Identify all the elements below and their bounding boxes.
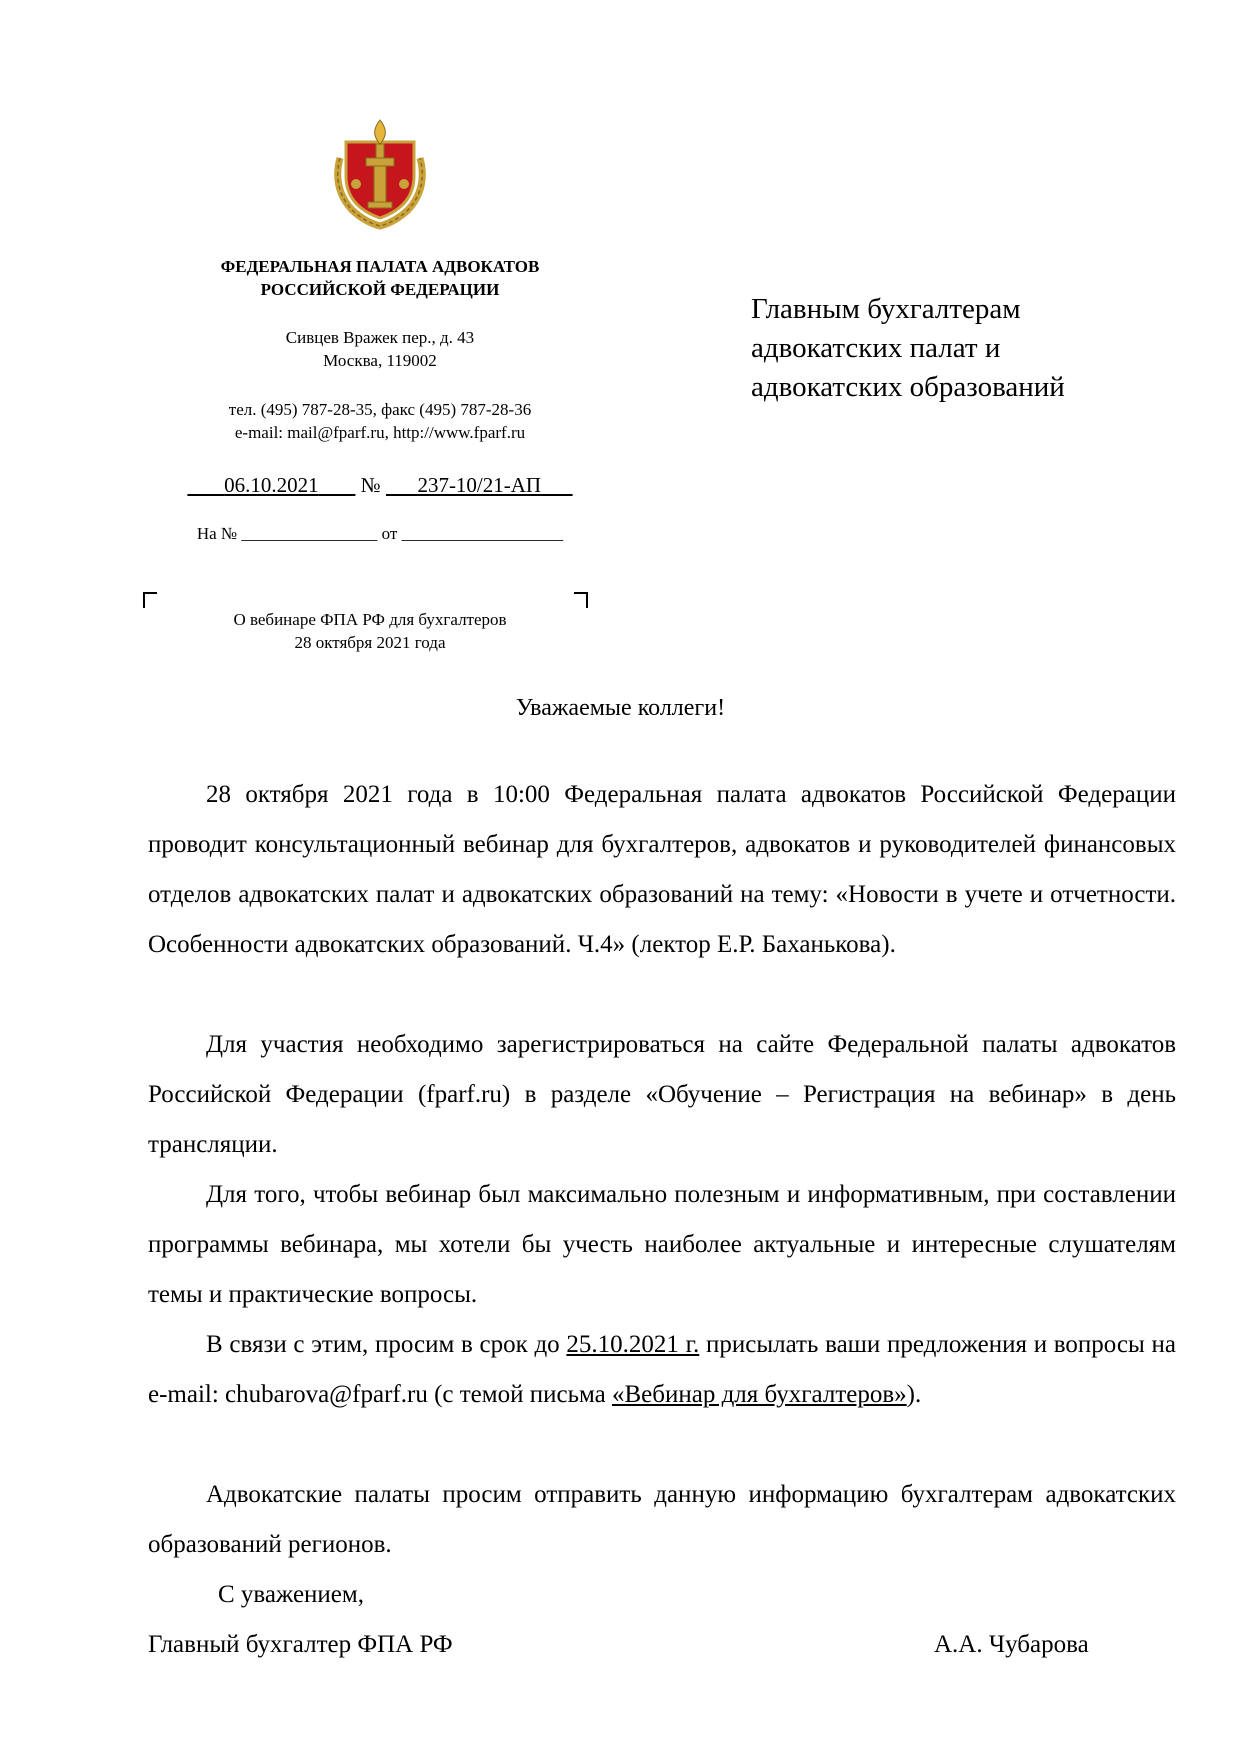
phone-fax: тел. (495) 787-28-35, факс (495) 787-28-36: [228, 400, 532, 419]
signer-name: А.А. Чубарова: [934, 1631, 1089, 1658]
p4-text-3: ).: [906, 1381, 922, 1408]
paragraph-1: 28 октября 2021 года в 10:00 Федеральная палата адвокатов Российской Федерации проводит консультационный вебинар для бухгалтеров, адвокатов и руководителей финансовых отделов адвокатских палат и адвокатских образований на тему: «Новости в учете и отчетности. Особенности адвокатских образований. Ч.4» (лектор Е.Р. Баханькова).: [148, 781, 1176, 958]
paragraph-3: Для того, чтобы вебинар был максимально полезным и информативным, при составлении программы вебинара, мы хотели бы учесть наиболее актуальные и интересные слушателям темы и практические вопросы.: [148, 1181, 1176, 1308]
subject-line-1: О вебинаре ФПА РФ для бухгалтеров: [233, 610, 507, 629]
org-line-1: ФЕДЕРАЛЬНАЯ ПАЛАТА АДВОКАТОВ: [220, 257, 540, 276]
ref-date-blank: ___________________: [401, 524, 564, 543]
greeting: Уважаемые коллеги!: [515, 695, 726, 721]
ref-prefix: На №: [196, 524, 238, 543]
letter-subject: [160, 608, 580, 654]
reg-number-field: [386, 473, 573, 497]
p4-text-1: В связи с этим, просим в срок до: [206, 1331, 567, 1358]
paragraph-4: [148, 1320, 1176, 1420]
signer-title: Главный бухгалтер ФПА РФ: [148, 1631, 453, 1658]
letter-date: 06.10.2021: [224, 473, 319, 497]
recipient-block: [751, 290, 1171, 407]
p4-text-2: присылать ваши предложения и вопросы на e-mail: chubarova@fparf.ru (с темой письма: [148, 1331, 1176, 1408]
address-line-1: Сивцев Вражек пер., д. 43: [285, 328, 475, 347]
closing-regards: С уважением,: [218, 1581, 364, 1608]
subject-corner-left: [143, 592, 157, 608]
email-web: e-mail: mail@fparf.ru, http://www.fparf.ru: [234, 423, 526, 442]
fpa-emblem-shield-icon: [330, 118, 430, 230]
org-line-2: РОССИЙСКОЙ ФЕДЕРАЦИИ: [260, 280, 500, 299]
recipient-line-2: адвокатских палат и: [751, 332, 1001, 364]
ref-number-blank: ________________: [241, 524, 378, 543]
organization-contacts: [150, 398, 610, 444]
reg-number: 237-10/21-АП: [417, 473, 542, 497]
organization-name: [150, 255, 610, 301]
organization-address: [150, 326, 610, 372]
number-sign: №: [360, 473, 381, 497]
letter-date-field: [187, 473, 355, 497]
recipient-line-1: Главным бухгалтерам: [751, 293, 1021, 325]
recipient-line-3: адвокатских образований: [751, 371, 1065, 403]
paragraph-2: Для участия необходимо зарегистрироваться на сайте Федеральной палаты адвокатов Российской Федерации (fparf.ru) в разделе «Обучение – Регистрация на вебинар» в день трансляции.: [148, 1031, 1176, 1158]
registration-line: [150, 471, 610, 499]
subject-line-2: 28 октября 2021 года: [294, 633, 446, 652]
reference-line: [150, 522, 610, 545]
address-line-2: Москва, 119002: [323, 351, 437, 370]
p4-deadline: 25.10.2021 г.: [566, 1331, 700, 1358]
paragraph-5: Адвокатские палаты просим отправить данную информацию бухгалтерам адвокатских образований регионов.: [148, 1481, 1176, 1558]
ref-from: от: [381, 524, 398, 543]
p4-email-subject: «Вебинар для бухгалтеров»: [611, 1381, 907, 1408]
subject-corner-right: [574, 592, 588, 608]
